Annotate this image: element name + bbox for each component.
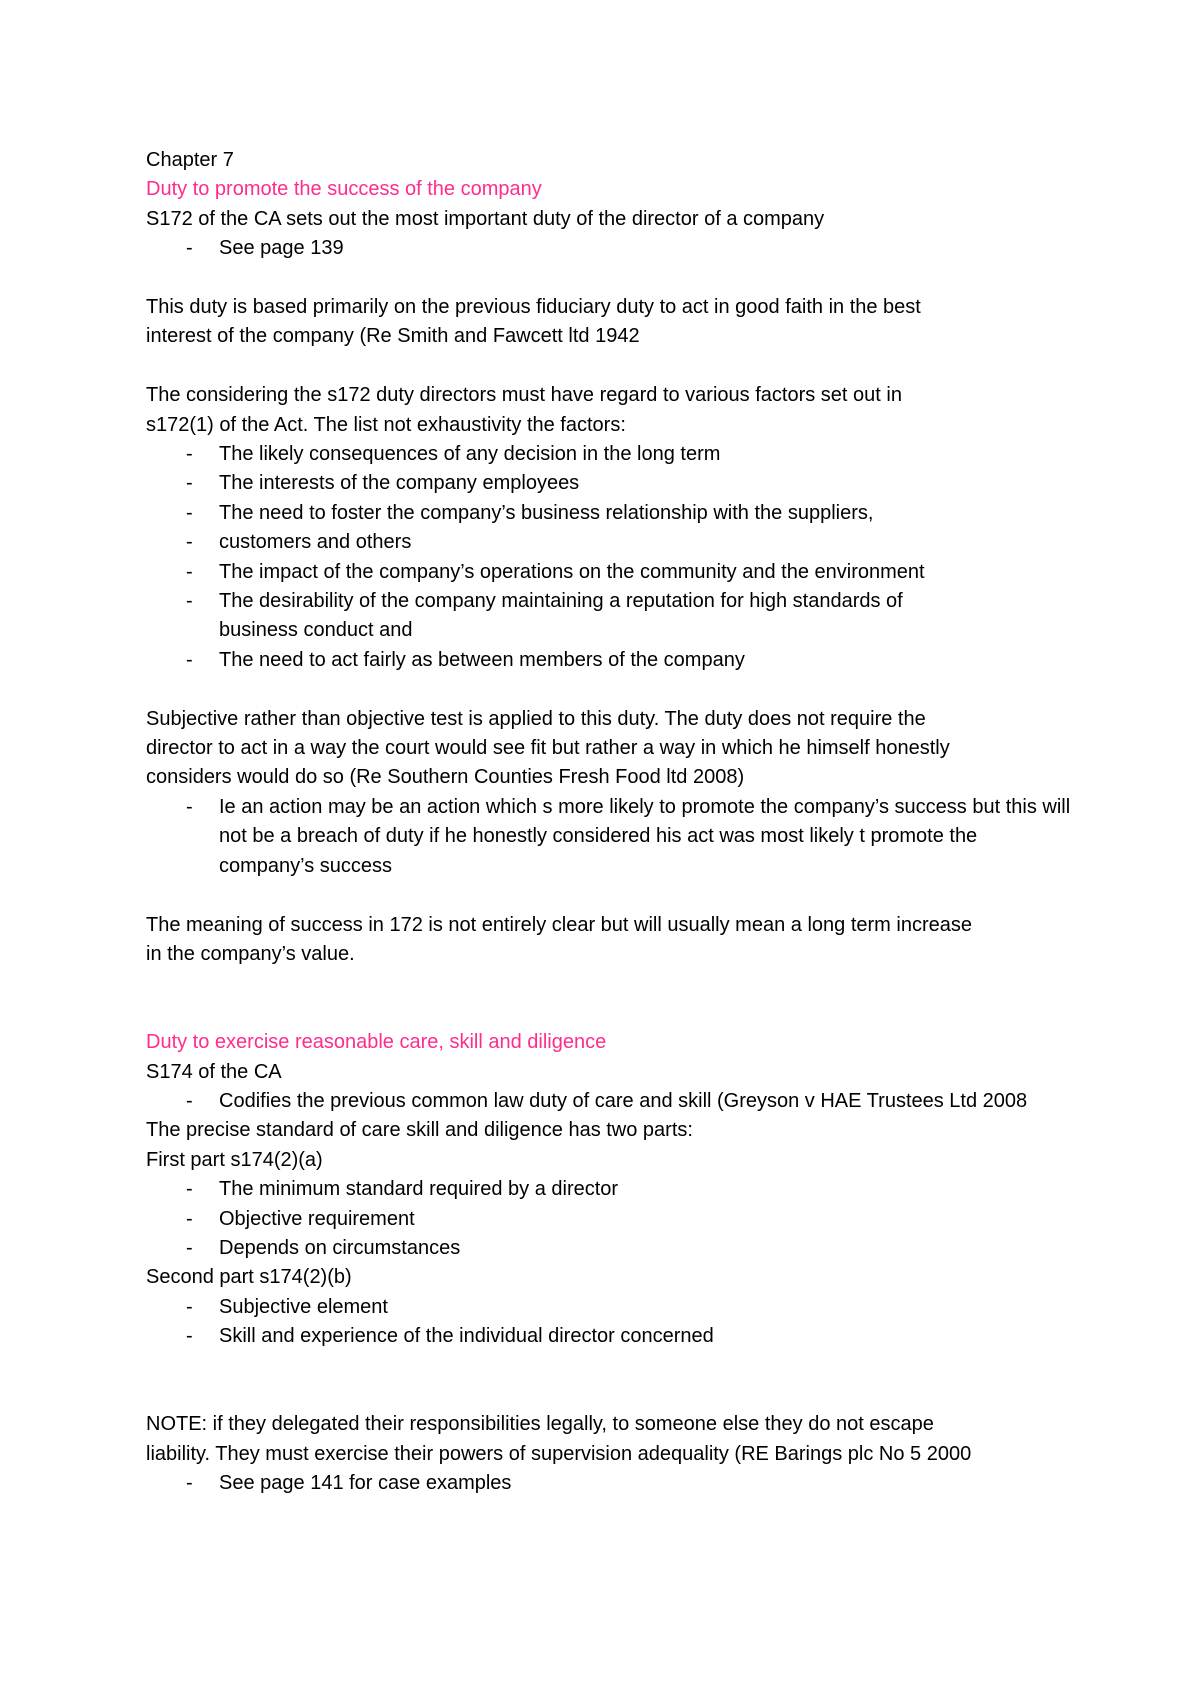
list-item [146,1175,1106,1204]
paragraph: S174 of the CA [146,1060,282,1083]
list-item-text: The likely consequences of any decision in the long term [219,443,721,466]
list-item-text: Codifies the previous common law duty of care and skill (Greyson v HAE Trustees Ltd 2008 [219,1089,1028,1112]
list-item [146,587,1106,646]
list-item [146,1322,1106,1351]
list-item-text: customers and others [219,531,412,554]
paragraph-line: NOTE: if they delegated their responsibilities legally, to someone else they do not escape [146,1413,934,1436]
list-item [146,528,1106,557]
paragraph-line: The meaning of success in 172 is not entirely clear but will usually mean a long term increase [146,913,972,936]
spacer [146,264,1106,293]
list-item [146,1293,1106,1322]
bullet-dash: - [186,1236,193,1259]
list-item [146,1234,1106,1263]
list-item-text: Depends on circumstances [219,1236,461,1259]
paragraph-line: s172(1) of the Act. The list not exhaustivity the factors: [146,413,626,436]
section-heading-care-skill-diligence: Duty to exercise reasonable care, skill and diligence [146,1031,607,1054]
sub-heading: First part s174(2)(a) [146,1148,323,1171]
list-item-text: The minimum standard required by a director [219,1178,619,1201]
spacer [146,881,1106,910]
paragraph-line: liability. They must exercise their powers of supervision adequality (RE Barings plc No 5 2000 [146,1442,972,1465]
list-item-text: Objective requirement [219,1207,415,1230]
list-item [146,1205,1106,1234]
list-item-text: The need to act fairly as between members of the company [219,648,745,671]
list-item-text: The desirability of the company maintaining a reputation for high standards of business conduct and [219,590,903,642]
bullet-dash: - [186,531,193,554]
list-item [146,234,1106,263]
paragraph-line: interest of the company (Re Smith and Fawcett ltd 1942 [146,325,640,348]
bullet-dash: - [186,1207,193,1230]
bullet-dash: - [186,237,193,260]
list-item [146,499,1106,528]
bullet-dash: - [186,1472,193,1495]
list-item-text: Subjective element [219,1295,388,1318]
bullet-dash: - [186,1178,193,1201]
paragraph-line: in the company’s value. [146,942,355,965]
paragraph-line: The considering the s172 duty directors must have regard to various factors set out in [146,384,902,407]
list-item-text: The interests of the company employees [219,472,580,495]
bullet-dash: - [186,1089,193,1112]
sub-heading: Second part s174(2)(b) [146,1266,352,1289]
list-item [146,558,1106,587]
bullet-dash: - [186,472,193,495]
chapter-title: Chapter 7 [146,149,234,171]
bullet-dash: - [186,1295,193,1318]
paragraph: S172 of the CA sets out the most important duty of the director of a company [146,207,825,230]
list-item-text: See page 139 [219,237,344,260]
bullet-dash: - [186,443,193,466]
paragraph-line: director to act in a way the court would see fit but rather a way in which he himself honestly [146,737,950,760]
bullet-dash: - [186,795,193,818]
section-heading-promote-success: Duty to promote the success of the company [146,178,542,201]
list-item [146,469,1106,498]
spacer [146,675,1106,704]
bullet-dash: - [186,1325,193,1348]
list-item-text: See page 141 for case examples [219,1472,512,1495]
paragraph-line: This duty is based primarily on the previous fiduciary duty to act in good faith in the best [146,296,921,319]
list-item-text: Skill and experience of the individual director concerned [219,1325,714,1348]
list-item-text: The impact of the company’s operations on the community and the environment [219,560,925,583]
bullet-dash: - [186,560,193,583]
list-item-text: The need to foster the company’s business relationship with the suppliers, [219,501,874,524]
paragraph-line: Subjective rather than objective test is applied to this duty. The duty does not require the [146,707,926,730]
list-item [146,793,1106,881]
spacer [146,1352,1106,1411]
bullet-dash: - [186,648,193,671]
document-page [146,146,1106,1499]
list-item-text: Ie an action may be an action which s more likely to promote the company’s success but this will not be a breach of duty if he honestly considered his act was most likely t promote the company’s success [219,795,1071,877]
bullet-dash: - [186,590,193,613]
list-item [146,1087,1106,1116]
spacer [146,969,1106,1028]
list-item [146,440,1106,469]
paragraph: The precise standard of care skill and diligence has two parts: [146,1119,693,1142]
bullet-dash: - [186,501,193,524]
paragraph-line: considers would do so (Re Southern Counties Fresh Food ltd 2008) [146,766,745,789]
list-item [146,646,1106,675]
spacer [146,352,1106,381]
list-item [146,1469,1106,1498]
